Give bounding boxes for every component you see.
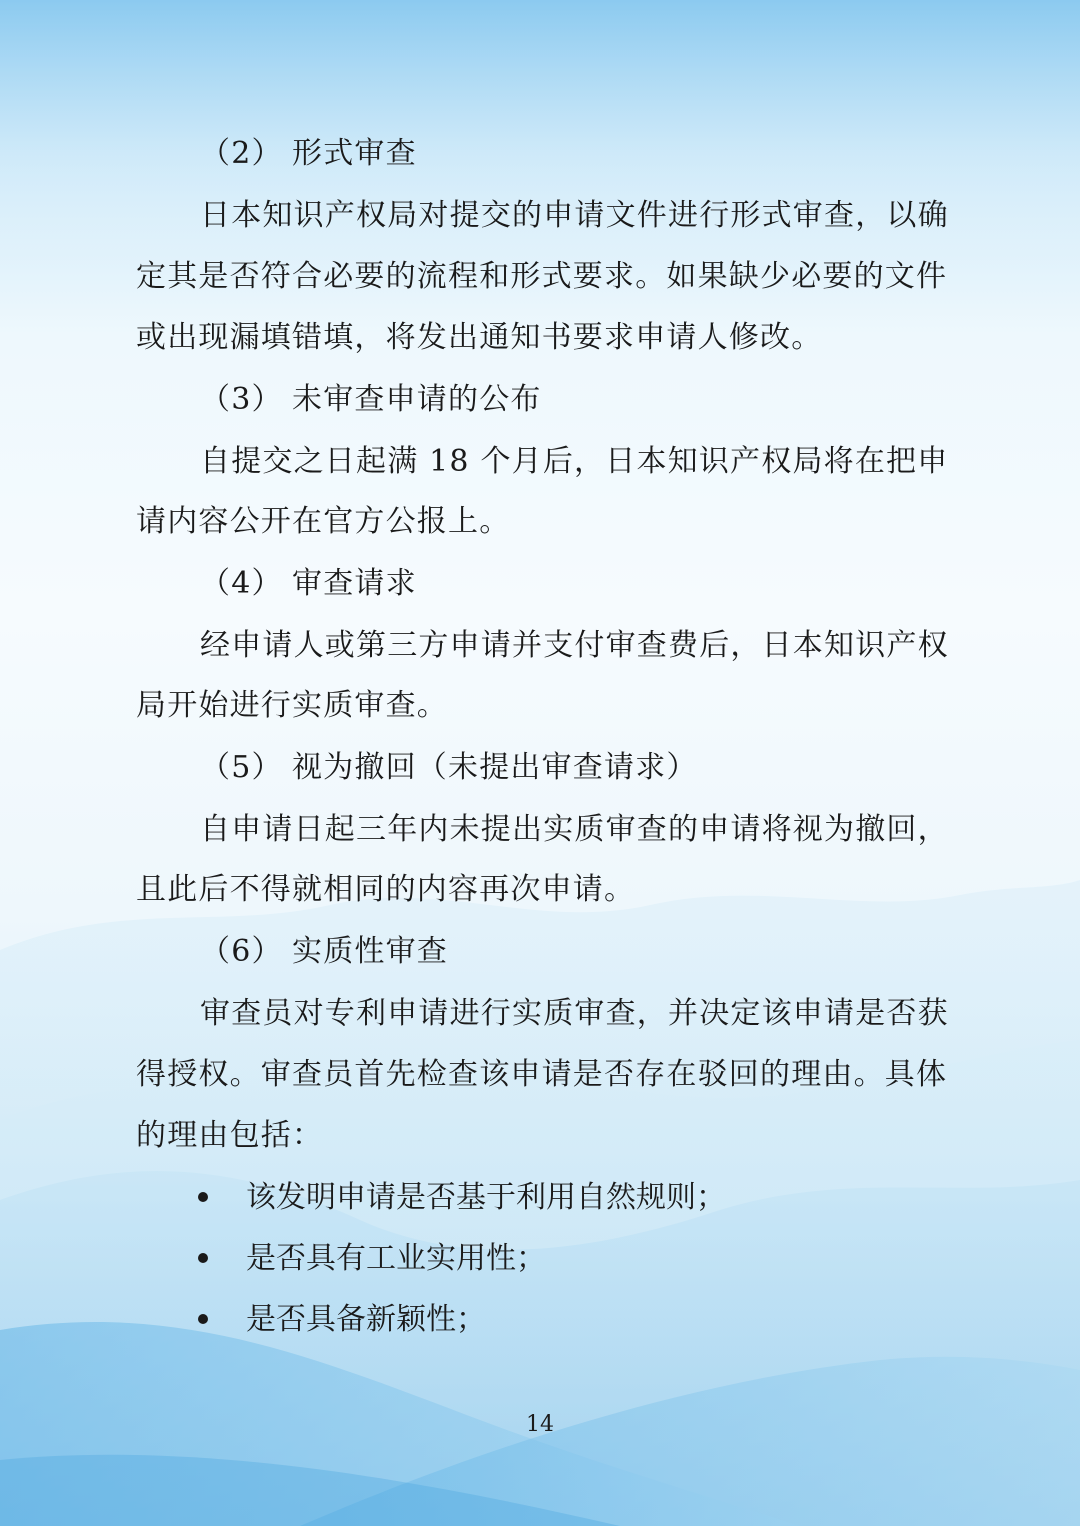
- list-item: [198, 1300, 486, 1340]
- paragraph-line: 自提交之日起满 18 个月后，日本知识产权局将在把申: [200, 444, 949, 479]
- page-number: 14: [526, 1412, 554, 1437]
- list-item: [198, 1239, 546, 1279]
- section-title: 实质性审查: [292, 934, 448, 969]
- paragraph-line: 审查员对专利申请进行实质审查，并决定该申请是否获: [200, 996, 949, 1031]
- paragraph-line: 经申请人或第三方申请并支付审查费后，日本知识产权: [200, 628, 949, 663]
- list-item-text: 是否具有工业实用性；: [246, 1241, 546, 1276]
- bullet-icon: [198, 1192, 208, 1202]
- list-item: [198, 1178, 726, 1218]
- section-number: （4）: [200, 566, 283, 601]
- section-title: 形式审查: [292, 136, 417, 171]
- section-number: （5）: [200, 750, 283, 785]
- bullet-icon: [198, 1253, 208, 1263]
- paragraph-line: 的理由包括：: [136, 1118, 324, 1153]
- paragraph-line: 或出现漏填错填，将发出通知书要求申请人修改。: [136, 320, 823, 355]
- paragraph-line: 局开始进行实质审查。: [136, 688, 448, 723]
- section-heading-5: [200, 748, 698, 788]
- list-item-text: 是否具备新颖性；: [246, 1302, 486, 1337]
- list-item-text: 该发明申请是否基于利用自然规则；: [246, 1180, 726, 1215]
- section-title: 视为撤回（未提出审查请求）: [292, 750, 698, 785]
- paragraph-line: 日本知识产权局对提交的申请文件进行形式审查，以确: [200, 198, 949, 233]
- section-title: 审查请求: [292, 566, 417, 601]
- section-heading-2: [200, 134, 417, 174]
- section-heading-3: [200, 380, 542, 420]
- paragraph-line: 定其是否符合必要的流程和形式要求。如果缺少必要的文件: [136, 259, 948, 294]
- bullet-icon: [198, 1314, 208, 1324]
- paragraph-line: 请内容公开在官方公报上。: [136, 504, 511, 539]
- paragraph-line: 得授权。审查员首先检查该申请是否存在驳回的理由。具体: [136, 1057, 948, 1092]
- section-heading-4: [200, 564, 417, 604]
- section-title: 未审查申请的公布: [292, 382, 542, 417]
- section-number: （6）: [200, 934, 283, 969]
- paragraph-line: 且此后不得就相同的内容再次申请。: [136, 872, 636, 907]
- section-number: （2）: [200, 136, 283, 171]
- section-number: （3）: [200, 382, 283, 417]
- paragraph-line: 自申请日起三年内未提出实质审查的申请将视为撤回，: [200, 812, 949, 847]
- section-heading-6: [200, 932, 448, 972]
